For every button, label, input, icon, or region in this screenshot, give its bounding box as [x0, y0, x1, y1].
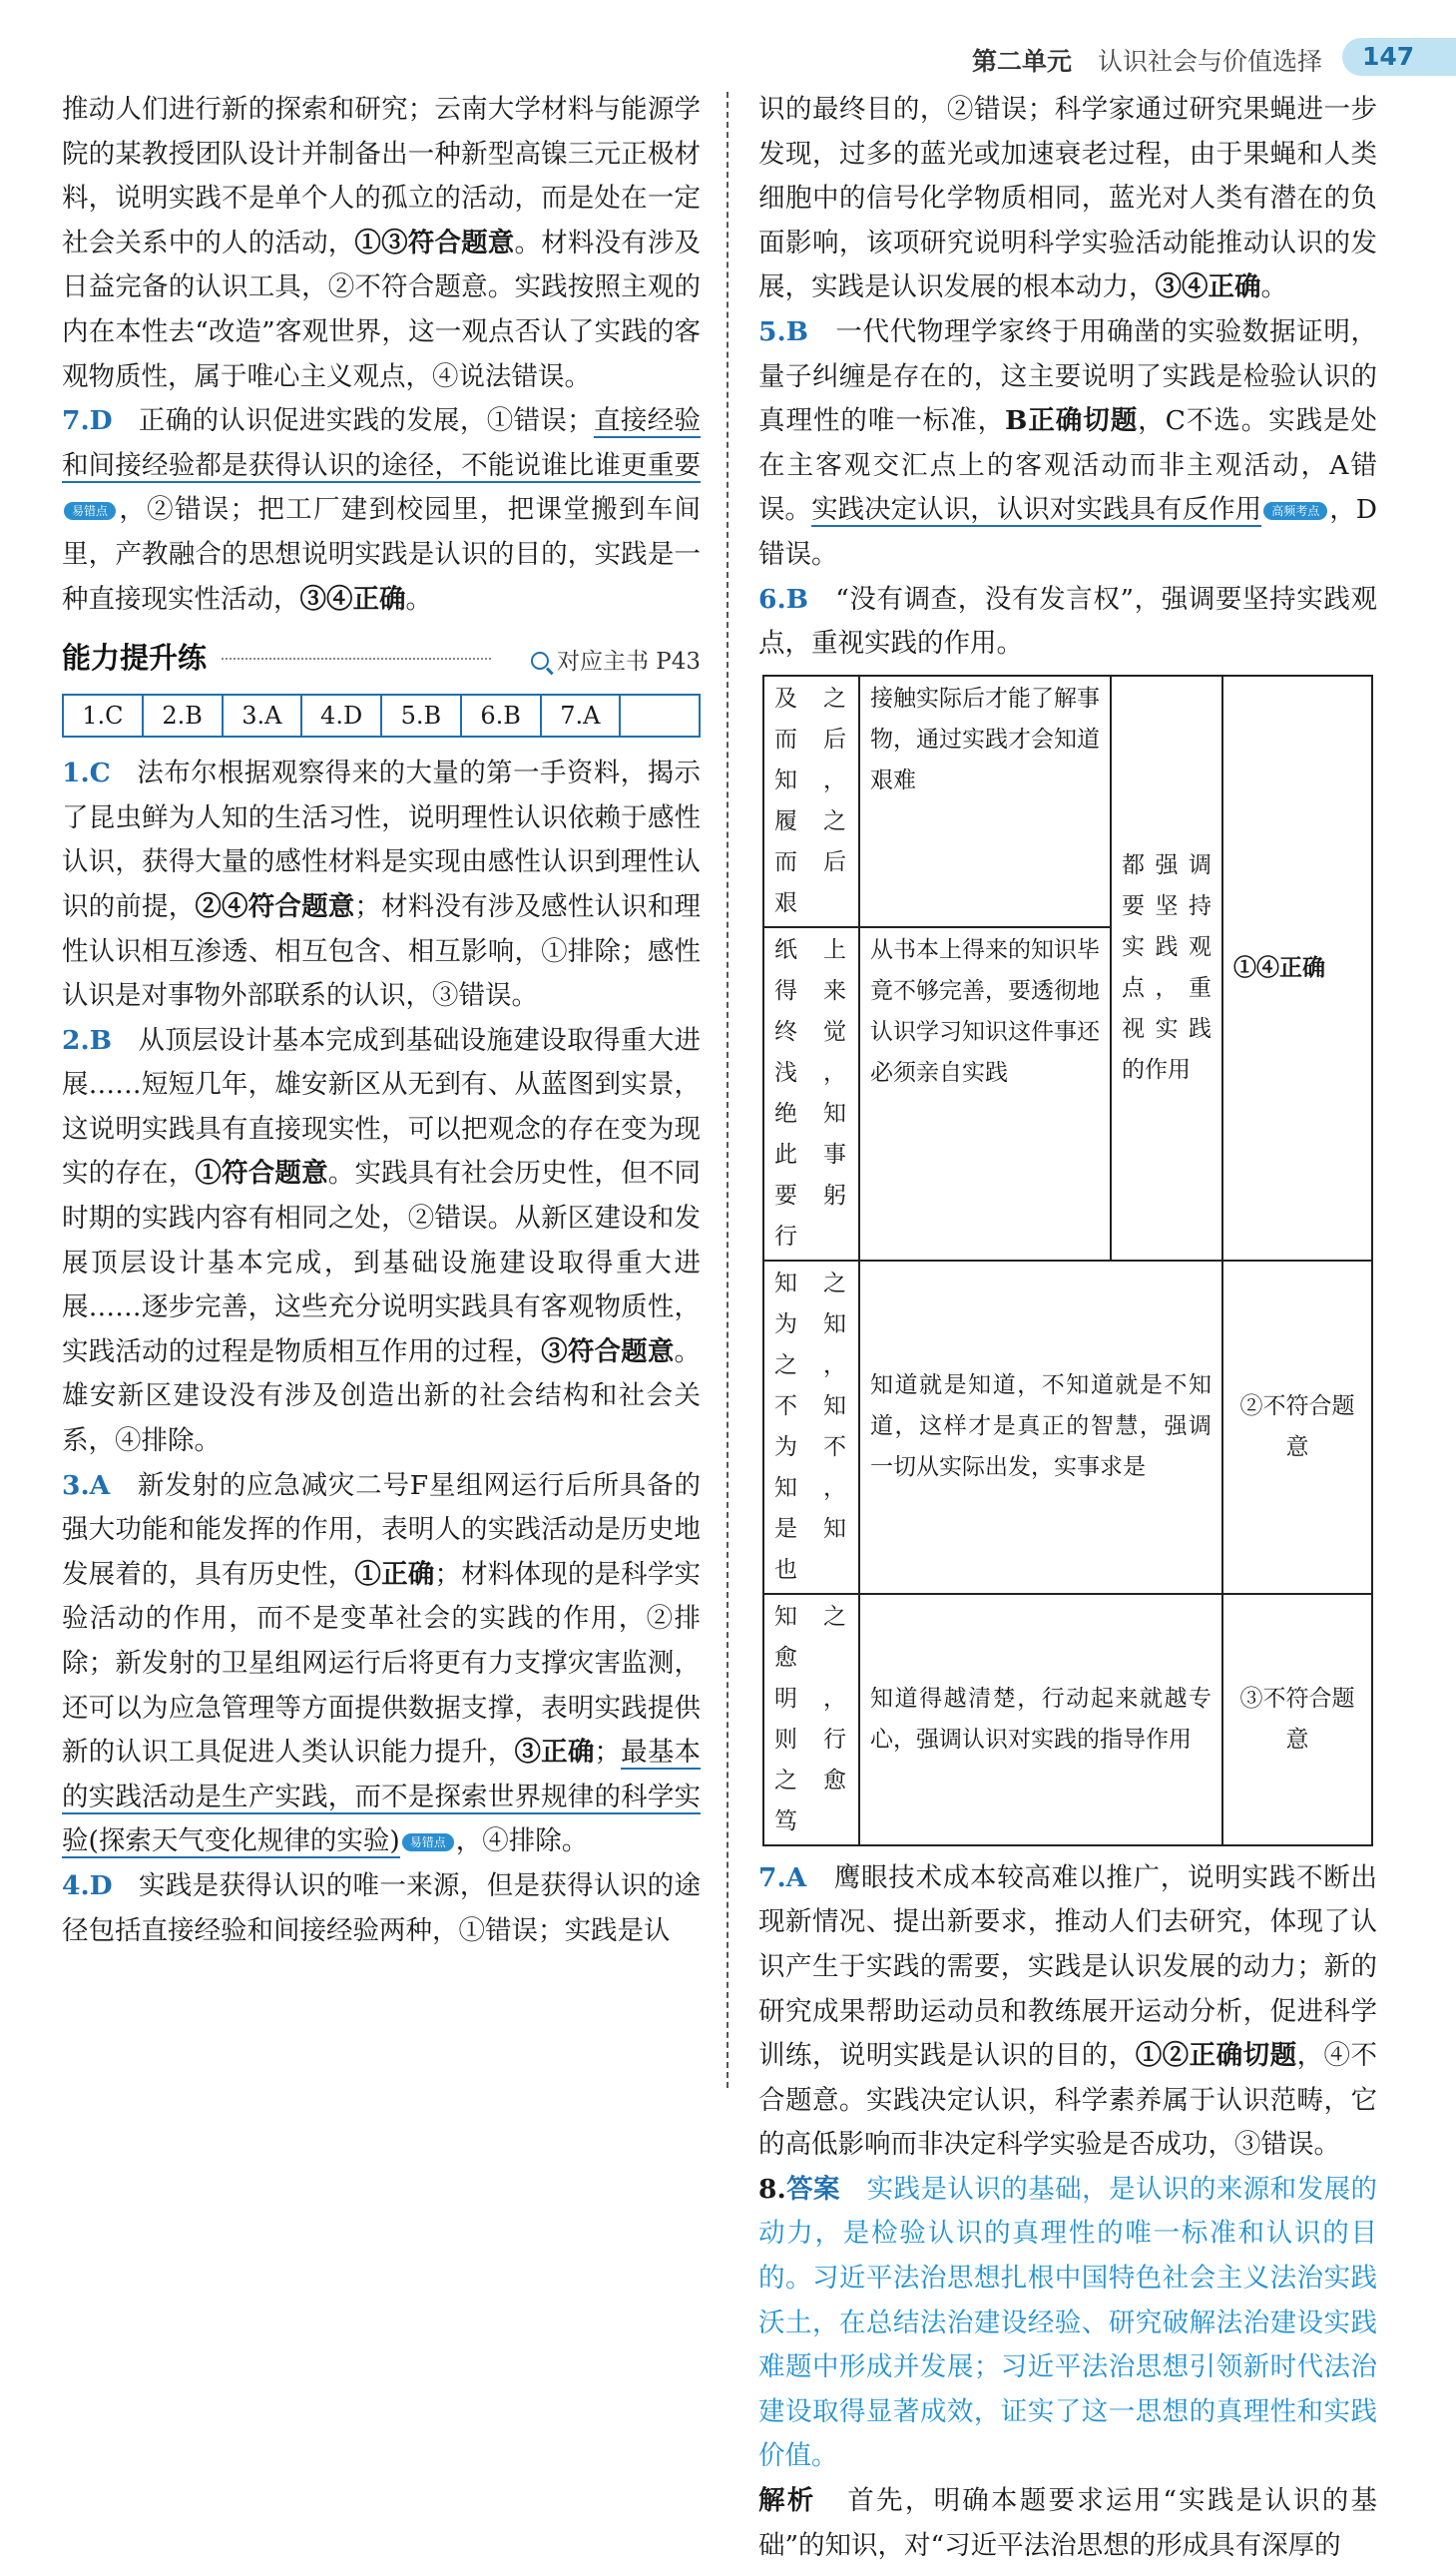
table-cell: ①④正确 — [1222, 676, 1372, 1261]
table-cell: ③不符合题意 — [1222, 1594, 1372, 1845]
question-3-explanation: 3.A 新发射的应急减灾二号F星组网运行后所具备的强大功能和能发挥的作用，表明人的实践活动是历史地发展着的，具有历史性，①正确；材料体现的是科学实验活动的作用，而不是变革社会的实践的作用，②排除；新发射的卫星组网运行后将更有力支撑灾害监测，还可以为应急管理等方面提供数据支撑，表明实践提供新的认识工具促进人类认识能力提升，③正确；最基本的实践活动是生产实践，而不是探索世界规律的科学实验(探索天气变化规律的实验) 易错点 ，④排除。 — [62, 1469, 702, 1857]
table-cell: 从书本上得来的知识毕竟不够完善，要透彻地认识学习知识这件事还必须亲自实践 — [859, 927, 1111, 1261]
question-7-explanation: 7.A 鹰眼技术成本较高难以推广，说明实践不断出现新情况、提出新要求，推动人们去研究，体现了认识产生于实践的需要，实践是认识发展的动力；新的研究成果帮助运动员和教练展开运动分析，促进科学训练，说明实践是认识的目的，①②正确切题，④不合题意。实践决定认识，科学素养属于认识范畴，它的高低影响而非决定科学实验是否成功，③错误。 — [758, 1861, 1378, 2161]
question-5-explanation: 5.B 一代代物理学家终于用确凿的实验数据证明，量子纠缠是存在的，这主要说明了实践是检验认识的真理性的唯一标准，B正确切题，C不选。实践是处在主客观交汇点上的客观活动而非主观活动，A错误。实践决定认识，认识对实践具有反作用 高频考点 ，D错误。 — [758, 315, 1378, 570]
question-4-explanation: 4.D 实践是获得认识的唯一来源，但是获得认识的途径包括直接经验和间接经验两种，①错误；实践是认 — [62, 1869, 701, 1946]
question-2-explanation: 2.B 从顶层设计基本完成到基础设施建设取得重大进展……短短几年，雄安新区从无到有、从蓝图到实景，这说明实践具有直接现实性，可以把观念的存在变为现实的存在，①符合题意。实践具有社会历史性，但不同时期的实践内容有相同之处，②错误。从新区建设和发展顶层设计基本完成，到基础设施建设取得重大进展……逐步完善，这些充分说明实践具有客观物质性，实践活动的过程是物质相互作用的过程，③符合题意。雄安新区建设没有涉及创造出新的社会结构和社会关系，④排除。 — [62, 1024, 702, 1457]
analysis-paragraph: 解析 首先，明确本题要求运用“实践是认识的基础”的知识，对“习近平法治思想的形成具有深厚的 — [758, 2485, 1377, 2561]
continued-paragraph: 识的最终目的，②错误；科学家通过研究果蝇进一步发现，过多的蓝光或加速衰老过程，由于果蝇和人类细胞中的信号化学物质相同，蓝光对人类有潜在的负面影响，该项研究说明科学实验活动能推动认识的发展，实践是认识发展的根本动力，③④正确。 — [758, 94, 1377, 303]
table-row — [763, 676, 1372, 927]
section-title: 能力提升练 — [62, 641, 208, 676]
answer-cell: 1.C — [64, 696, 144, 736]
column-divider — [727, 92, 728, 2088]
error-prone-tag: 易错点 — [64, 502, 116, 520]
answer-key-row — [62, 694, 701, 738]
table-cell: 都强调要坚持实践观点，重视实践的作用 — [1111, 676, 1222, 1261]
table-cell: 及之而后知，履之而后艰 — [763, 676, 859, 927]
unit-label: 第二单元 — [972, 47, 1073, 76]
table-cell: 知之愈明，则行之愈笃 — [763, 1594, 859, 1845]
intro-paragraph: 推动人们进行新的探索和研究；云南大学材料与能源学院的某教授团队设计并制备出一种新型高镍三元正极材料，说明实践不是单个人的孤立的活动，而是处在一定社会关系中的人的活动，①③符合题意。材料没有涉及日益完备的认识工具，②不符合题意。实践按照主观的内在本性去“改造”客观世界，这一观点否认了实践的客观物质性，属于唯心主义观点，④说法错误。 — [62, 94, 702, 392]
section-reference: 对应主书 P43 — [531, 640, 701, 685]
page-header — [958, 38, 1456, 80]
answer-cell: 7.A — [542, 696, 622, 736]
answer-cell: 5.B — [382, 696, 462, 736]
table-row — [763, 1261, 1372, 1594]
search-icon — [531, 652, 549, 670]
page-number: 147 — [1342, 38, 1456, 76]
answer-cell: 3.A — [224, 696, 303, 736]
question-6-explanation: 6.B “没有调查，没有发言权”，强调要坚持实践观点，重视实践的作用。 — [758, 583, 1377, 660]
unit-title: 认识社会与价值选择 — [1098, 47, 1323, 76]
answer-cell — [621, 696, 699, 736]
table-cell: 知之为知之，不知为不知，是知也 — [763, 1261, 859, 1594]
table-cell: 知道得越清楚，行动起来就越专心，强调认识对实践的指导作用 — [859, 1594, 1222, 1845]
answer-cell: 6.B — [462, 696, 542, 736]
table-row — [763, 1594, 1372, 1845]
high-frequency-tag: 高频考点 — [1263, 502, 1327, 520]
table-cell: 接触实际后才能了解事物，通过实践才会知道艰难 — [859, 676, 1111, 927]
answer-cell: 2.B — [144, 696, 224, 736]
question-7-explanation: 7.D 正确的认识促进实践的发展，①错误；直接经验和间接经验都是获得认识的途径，不能说谁比谁更重要易错点 ，②错误；把工厂建到校园里，把课堂搬到车间里，产教融合的思想说明实践是认识的目的，实践是一种直接现实性活动，③④正确。 — [62, 405, 702, 615]
question-8-answer: 8.答案 实践是认识的基础，是认识的来源和发展的动力，是检验认识的真理性的唯一标准和认识的目的。习近平法治思想扎根中国特色社会主义法治实践沃土，在总结法治建设经验、研究破解法治建设实践难题中形成并发展；习近平法治思想引领新时代法治建设取得显著成效，证实了这一思想的真理性和实践价值。 — [758, 2173, 1378, 2472]
table-cell: 纸上得来终觉浅，绝知此事要躬行 — [763, 927, 859, 1261]
question-1-explanation: 1.C 法布尔根据观察得来的大量的第一手资料，揭示了昆虫鲜为人知的生活习性，说明理性认识依赖于感性认识，获得大量的感性材料是实现由感性认识到理性认识的前提，②④符合题意；材料没有涉及感性认识和理性认识相互渗透、相互包含、相互影响，①排除；感性认识是对事物外部联系的认识，③错误。 — [62, 758, 702, 1012]
section-header — [62, 628, 701, 688]
error-prone-tag: 易错点 — [402, 1833, 454, 1851]
comparison-table — [762, 675, 1373, 1846]
section-divider — [222, 658, 491, 660]
table-cell: 知道就是知道，不知道就是不知道，这样才是真正的智慧，强调一切从实际出发，实事求是 — [859, 1261, 1222, 1594]
left-column — [62, 88, 701, 1953]
right-column — [758, 88, 1377, 2568]
table-cell: ②不符合题意 — [1222, 1261, 1372, 1594]
answer-cell: 4.D — [302, 696, 382, 736]
